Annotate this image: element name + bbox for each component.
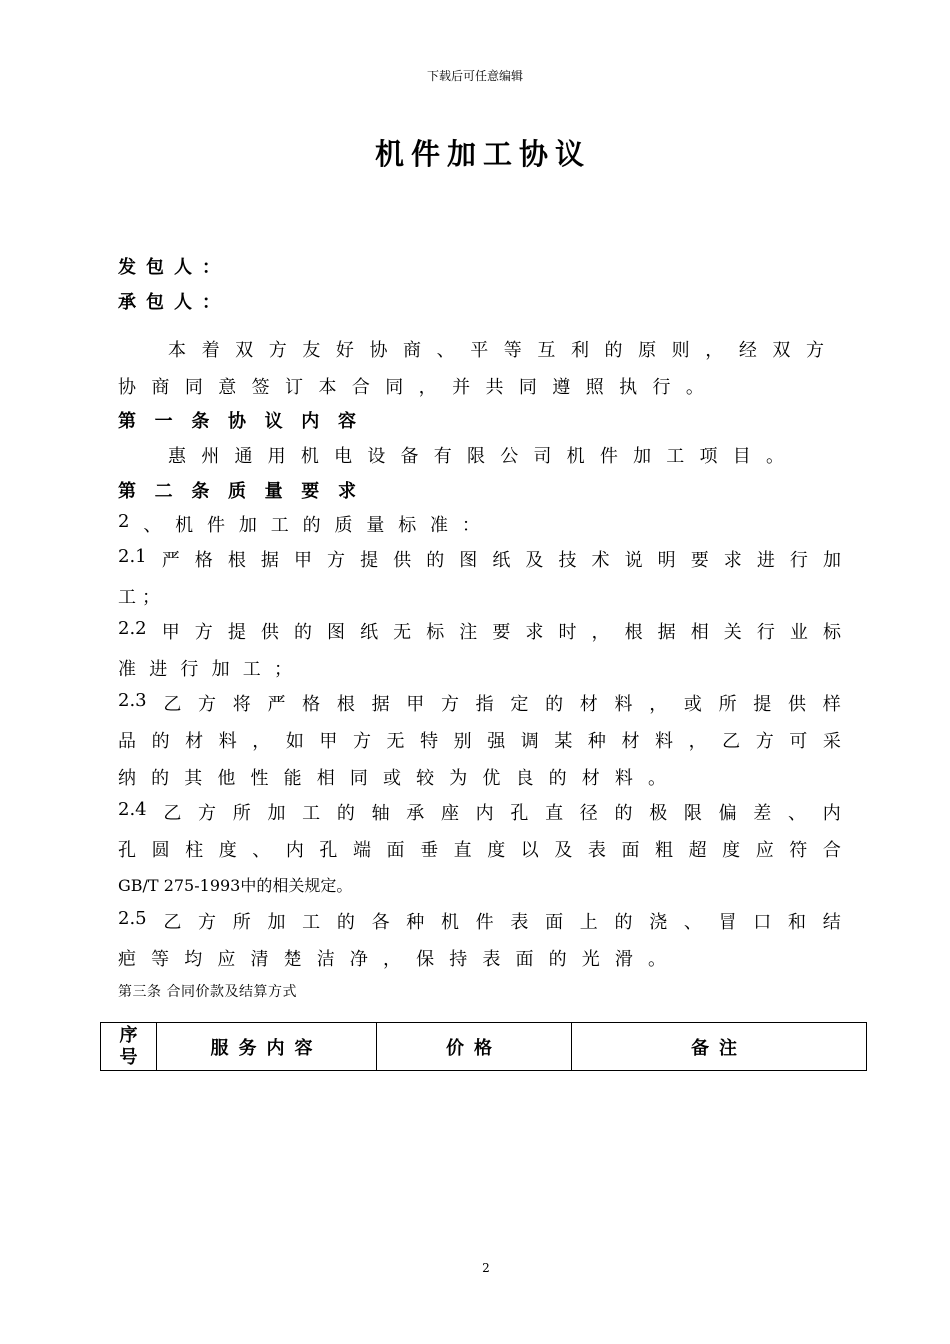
page-header-note: 下载后可任意编辑 (426, 69, 523, 83)
clause-2-1-line1: 2.1 严 格 根 据 甲 方 提 供 的 图 纸 及 技 术 说 明 要 求 进 行 加 (118, 546, 841, 571)
document-title: 机件加工协议 (374, 137, 591, 171)
price-table (100, 1022, 867, 1071)
clause-2-3-line1: 2.3 乙 方 将 严 格 根 据 甲 方 指 定 的 材 料 ， 或 所 提 供 样 (118, 690, 841, 715)
price-table-header-row (101, 1023, 867, 1071)
clause-2-2-line1: 2.2 甲 方 提 供 的 图 纸 无 标 注 要 求 时 ， 根 据 相 关 行 业 标 (118, 618, 841, 643)
article-2-heading: 第 二 条 质 量 要 求 (118, 481, 356, 502)
article-3-heading: 第三条 合同价款及结算方式 (118, 984, 297, 1000)
col-header-seq: 序号 (101, 1023, 157, 1071)
intro-paragraph-line2: 协 商 同 意 签 订 本 合 同 ， 并 共 同 遵 照 执 行 。 (118, 377, 704, 398)
clause-2-2-line2: 准 进 行 加 工 ； (118, 659, 292, 680)
intro-paragraph-line1: 本 着 双 方 友 好 协 商 、 平 等 互 利 的 原 则 ， 经 双 方 (168, 340, 824, 361)
clause-2-1-line2: 工 ； (118, 587, 160, 608)
clause-2-5-line1: 2.5 乙 方 所 加 工 的 各 种 机 件 表 面 上 的 浇 、 冒 口 和 结 (118, 908, 841, 933)
clause-2-4-line2: 孔 圆 柱 度 、 内 孔 端 面 垂 直 度 以 及 表 面 粗 超 度 应 符 合 (118, 840, 841, 861)
clause-2-5-line2: 疤 等 均 应 清 楚 洁 净 ， 保 持 表 面 的 光 滑 。 (118, 949, 666, 970)
clause-2-4-line3: GB/T 275-1993中的相关规定。 (118, 876, 353, 895)
article-2-subheading: 2 、 机 件 加 工 的 质 量 标 准 ： (118, 511, 480, 536)
clause-2-3-line2: 品 的 材 料 ， 如 甲 方 无 特 别 强 调 某 种 材 料 ， 乙 方 可 采 (118, 731, 841, 752)
party-b-label: 承包人： (118, 292, 230, 313)
page-number: 2 (482, 1261, 490, 1275)
clause-2-4-line1: 2.4 乙 方 所 加 工 的 轴 承 座 内 孔 直 径 的 极 限 偏 差 、 内 (118, 799, 841, 824)
article-1-text: 惠 州 通 用 机 电 设 备 有 限 公 司 机 件 加 工 项 目 。 (168, 446, 784, 467)
clause-2-3-line3: 纳 的 其 他 性 能 相 同 或 较 为 优 良 的 材 料 。 (118, 768, 666, 789)
party-a-label: 发包人： (118, 257, 230, 278)
col-header-price: 价格 (377, 1023, 572, 1071)
col-header-service: 服务内容 (157, 1023, 377, 1071)
col-header-remarks: 备注 (572, 1023, 867, 1071)
article-1-heading: 第 一 条 协 议 内 容 (118, 411, 356, 432)
